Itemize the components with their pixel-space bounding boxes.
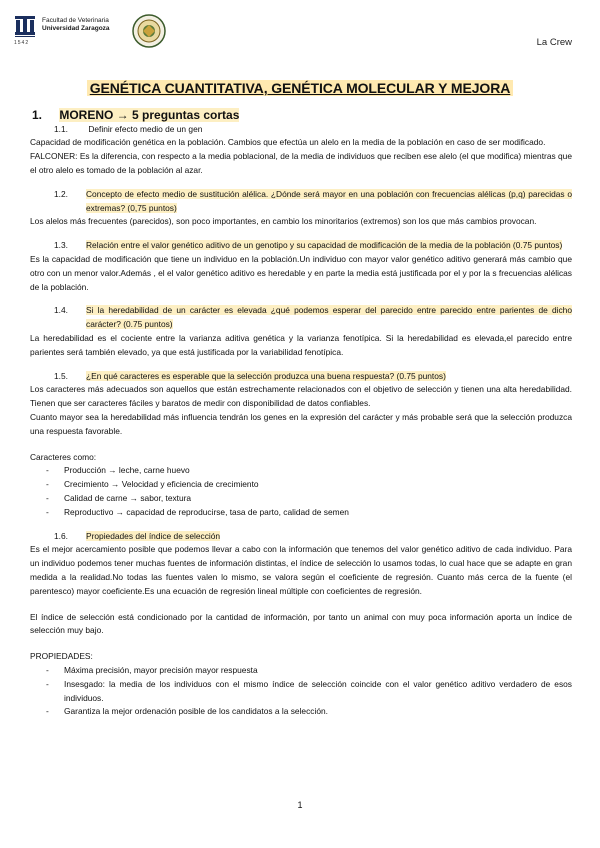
question-title: ¿En qué caracteres es esperable que la selección produzca una buena respuesta? (0.75 puntos)	[86, 370, 446, 381]
question-heading	[54, 239, 572, 253]
faculty-seal-icon	[132, 14, 166, 48]
list-item: - Crecimiento → Velocidad y eficiencia de crecimiento	[46, 479, 259, 490]
answer-paragraph: Los alelos más frecuentes (parecidos), son poco importantes, en cambio los minoritarios (extremos) son los que más cambios provocan.	[30, 216, 537, 227]
question-heading	[54, 530, 572, 544]
question-number: 1.2.	[54, 188, 68, 199]
answer-paragraph: Capacidad de modificación genética en la población. Cambios que efectúa un alelo en la media de la población en caso de ser modificado.	[30, 137, 546, 148]
list-title: PROPIEDADES:	[30, 651, 93, 662]
answer-paragraph: El índice de selección está condicionado por la cantidad de información, por tanto un animal con muy poca información aporta un índice de selección muy bajo.	[30, 611, 572, 636]
faculty-line: Facultad de Veterinaria	[42, 17, 109, 24]
question-number: 1.1.	[54, 124, 68, 134]
answer-paragraph: Los caracteres más adecuados son aquellos que están estrechamente relacionados con el objetivo de selección y tienen una alta heredabilidad. Tienen que ser caracteres fáciles y baratos de medir con disponibilidad de datos confiables.	[30, 384, 572, 409]
page-number: 1	[297, 800, 303, 810]
list-item: - Producción → leche, carne huevo	[46, 465, 190, 476]
answer-paragraph: La heredabilidad es el cociente entre la varianza aditiva genética y la varianza fenotípica. Si la heredabilidad es elevada,el parecido entre parientes será también elevado, ya que está justificada por la variabilidad fenotípica.	[30, 332, 572, 357]
properties-list	[30, 664, 572, 719]
page-title: GENÉTICA CUANTITATIVA, GENÉTICA MOLECULAR Y MEJORA	[87, 80, 513, 96]
answer-paragraph: FALCONER: Es la diferencia, con respecto a la media poblacional, de la media de individuos que reciben ese alelo (el que modifica) mientras que el otro alelo es tomado de la población al azar.	[30, 151, 572, 175]
logo-year: 1542	[14, 40, 30, 46]
section-number: 1.	[32, 108, 43, 122]
question-title: Propiedades del índice de selección	[86, 530, 221, 541]
traits-list	[30, 464, 572, 519]
question-heading	[54, 304, 572, 332]
question-heading	[54, 188, 572, 216]
author-label: La Crew	[536, 37, 572, 48]
list-item: - Insesgado: la media de los individuos con el mismo índice de selección coincide con el valor genético aditivo verdadero de esos individuos.	[46, 678, 572, 703]
question-number: 1.4.	[54, 305, 68, 316]
section-heading	[30, 108, 572, 123]
question-heading	[54, 123, 572, 136]
list-title: Caracteres como:	[30, 451, 97, 462]
answer-paragraph: Cuanto mayor sea la heredabilidad más influencia tendrán los genes en la expresión del carácter y más probable será que la selección produzca una respuesta favorable.	[30, 411, 572, 436]
question-heading	[54, 370, 572, 384]
list-item: - Máxima precisión, mayor precisión mayor respuesta	[46, 664, 258, 675]
list-item: - Garantiza la mejor ordenación posible de los candidatos a la selección.	[46, 706, 328, 717]
section-title: MORENO → 5 preguntas cortas	[59, 108, 240, 122]
university-line: Universidad Zaragoza	[42, 25, 110, 32]
title-wrap	[0, 80, 600, 98]
list-item: - Calidad de carne → sabor, textura	[46, 492, 192, 503]
document-body	[30, 108, 572, 719]
question-number: 1.3.	[54, 240, 68, 251]
answer-paragraph: Es la capacidad de modificación que tiene un individuo en la población.Un individuo con mayor valor genético aditivo generará más cambio que otro con un menor valor.Además , el el valor genético aditivo es heredable y en parte la media está justificada por el y por la s frecuencias alélicas de la población.	[30, 253, 572, 292]
question-title: Definir efecto medio de un gen	[88, 124, 203, 134]
answer-paragraph: Es el mejor acercamiento posible que podemos llevar a cabo con la información que tenemos del valor genético aditivo de cada individuo. Para un individuo podemos tener muchas fuentes de información distintas, el índice de selección lo usamos todas, lo cual hace que se adapte en gran medida a la realidad.No todas las fuentes valen lo mismo, se valora según el coeficiente de regresión. Cuanto más cerca de la fuente (el parentesco) mayor coeficiente.Es una ecuación de regresión lineal múltiple con coeficientes de regresión.	[30, 544, 572, 596]
question-title: Si la heredabilidad de un carácter es elevada ¿qué podemos esperar del parecido entre parecido entre parientes de dicho carácter? (0.75 puntos)	[86, 305, 572, 330]
question-number: 1.5.	[54, 370, 68, 381]
list-item: - Reproductivo → capacidad de reproducirse, tasa de parto, calidad de semen	[46, 506, 349, 517]
question-title: Concepto de efecto medio de sustitución alélica. ¿Dónde será mayor en una población con frecuencias alélicas (p,q) parecidas o extremas? (0,75 puntos)	[86, 188, 572, 213]
question-title: Relación entre el valor genético aditivo de un genotipo y su capacidad de modificación de la media de la población (0.75 puntos)	[86, 240, 563, 251]
faculty-name	[42, 17, 110, 33]
page-header	[0, 0, 600, 60]
question-number: 1.6.	[54, 530, 68, 541]
